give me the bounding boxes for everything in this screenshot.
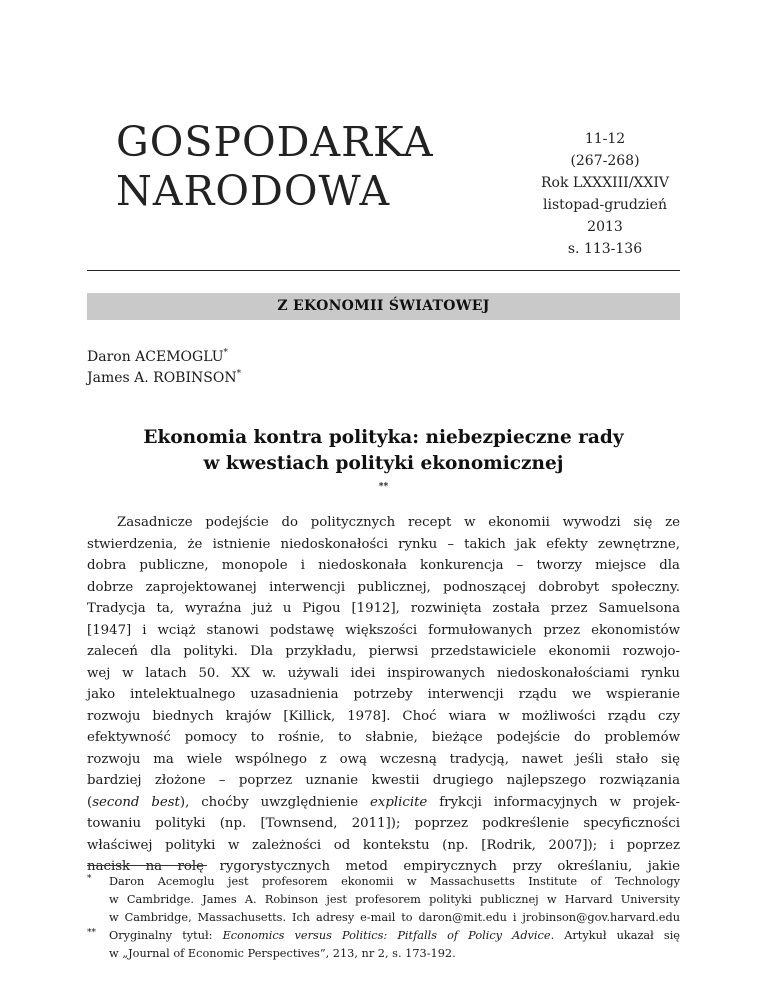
footnote-line: Daron Acemoglu jest profesorem ekonomii w Massachusetts Institute of Technology — [109, 875, 680, 888]
title-footnote-mark: ** — [378, 482, 389, 492]
text-line: (second best), choćby uwzględnienie explicite frykcji informacyjnych w projek- — [87, 794, 680, 810]
body-paragraph — [87, 512, 680, 878]
footnote-mark: * — [87, 874, 92, 884]
article-title-line-2: w kwestiach polityki ekonomicznej ** — [203, 453, 564, 492]
text-line: rozwoju biednych krajów [Killick, 1978]. Choć wiara w możliwości rządu czy — [87, 708, 680, 724]
header-divider — [87, 270, 680, 271]
author-list — [87, 347, 487, 389]
text-line: dobrze zaprojektowanej interwencji publicznej, podnoszącej dobrobyt społeczny. — [87, 579, 680, 595]
issue-info — [540, 128, 670, 260]
text-line: zaleceń dla polityki. Dla przykładu, pierwsi przedstawiciele ekonomii rozwojo- — [87, 644, 680, 659]
text-line: nacisk na rolę rygorystycznych metod empirycznych przy określaniu, jakie — [87, 859, 680, 874]
footnote-authors — [87, 873, 680, 927]
section-heading: Z EKONOMII ŚWIATOWEJ — [87, 293, 680, 320]
text-line: towaniu polityki (np. [Townsend, 2011]); poprzez podkreślenie specyficzności — [87, 816, 680, 831]
author: James A. ROBINSON* — [87, 369, 242, 386]
text-line: Zasadnicze podejście do politycznych recept w ekonomii wywodzi się ze — [117, 515, 680, 530]
text-line: efektywność pomocy to rośnie, to słabnie, bieżące podejście do problemów — [87, 730, 680, 745]
issue-pages: s. 113-136 — [567, 241, 643, 257]
author: Daron ACEMOGLU* — [87, 348, 229, 365]
text-line: [1947] i wciąż stanowi podstawę większości formułowanych przez ekonomistów — [87, 622, 680, 638]
article-title — [87, 425, 680, 503]
footnote-line: w „Journal of Economic Perspectives”, 213, nr 2, s. 173-192. — [109, 947, 456, 960]
text-line: jako intelektualnego uzasadnienia potrzeby interwencji rządu we wspieranie — [87, 687, 680, 702]
issue-cumulative: (267-268) — [570, 153, 640, 169]
text-line: dobra publiczne, monopole i niedoskonała konkurencja – tworzy miejsce dla — [87, 558, 680, 573]
issue-year: 2013 — [587, 219, 623, 235]
issue-months: listopad-grudzień — [543, 197, 667, 213]
text-line: rozwoju ma wiele wspólnego z ową wczesną tradycją, nawet jeśli stało się — [87, 751, 680, 767]
text-line: właściwej polityki w zależności od kontekstu (np. [Rodrik, 2007]); i poprzez — [87, 837, 680, 853]
footnote-line: w Cambridge, Massachusetts. Ich adresy e-mail to daron@mit.edu i jrobinson@gov.harvard.edu — [109, 911, 680, 924]
issue-number: 11-12 — [584, 131, 626, 147]
author-footnote-mark: * — [236, 369, 242, 379]
footnote-original-title — [87, 927, 680, 963]
journal-title — [116, 118, 516, 216]
article-title-line-1: Ekonomia kontra polityka: niebezpieczne rady — [143, 427, 624, 448]
footnotes — [87, 873, 680, 963]
footnote-line: w Cambridge. James A. Robinson jest profesorem polityki publicznej w Harvard University — [109, 893, 680, 906]
footnote-divider — [87, 865, 207, 866]
journal-title-line-2: NARODOWA — [116, 167, 391, 215]
text-line: stwierdzenia, że istnienie niedoskonałości rynku – takich jak efekty zewnętrzne, — [87, 536, 680, 552]
text-line: wej w latach 50. XX w. używali idei inspirowanych niedoskonałościami rynku — [87, 665, 680, 681]
footnote-line: Oryginalny tytuł: Economics versus Politics: Pitfalls of Policy Advice. Artykuł ukazał się — [109, 929, 680, 942]
text-line: Tradycja ta, wyraźna już u Pigou [1912], rozwinięta została przez Samuelsona — [87, 601, 680, 616]
author-footnote-mark: * — [223, 348, 229, 358]
text-line: bardziej złożone – poprzez uznanie kwestii drugiego najlepszego rozwiązania — [87, 773, 680, 788]
footnote-mark: ** — [87, 928, 96, 938]
issue-year-volume: Rok LXXXIII/XXIV — [541, 175, 669, 191]
journal-title-line-1: GOSPODARKA — [116, 118, 434, 166]
